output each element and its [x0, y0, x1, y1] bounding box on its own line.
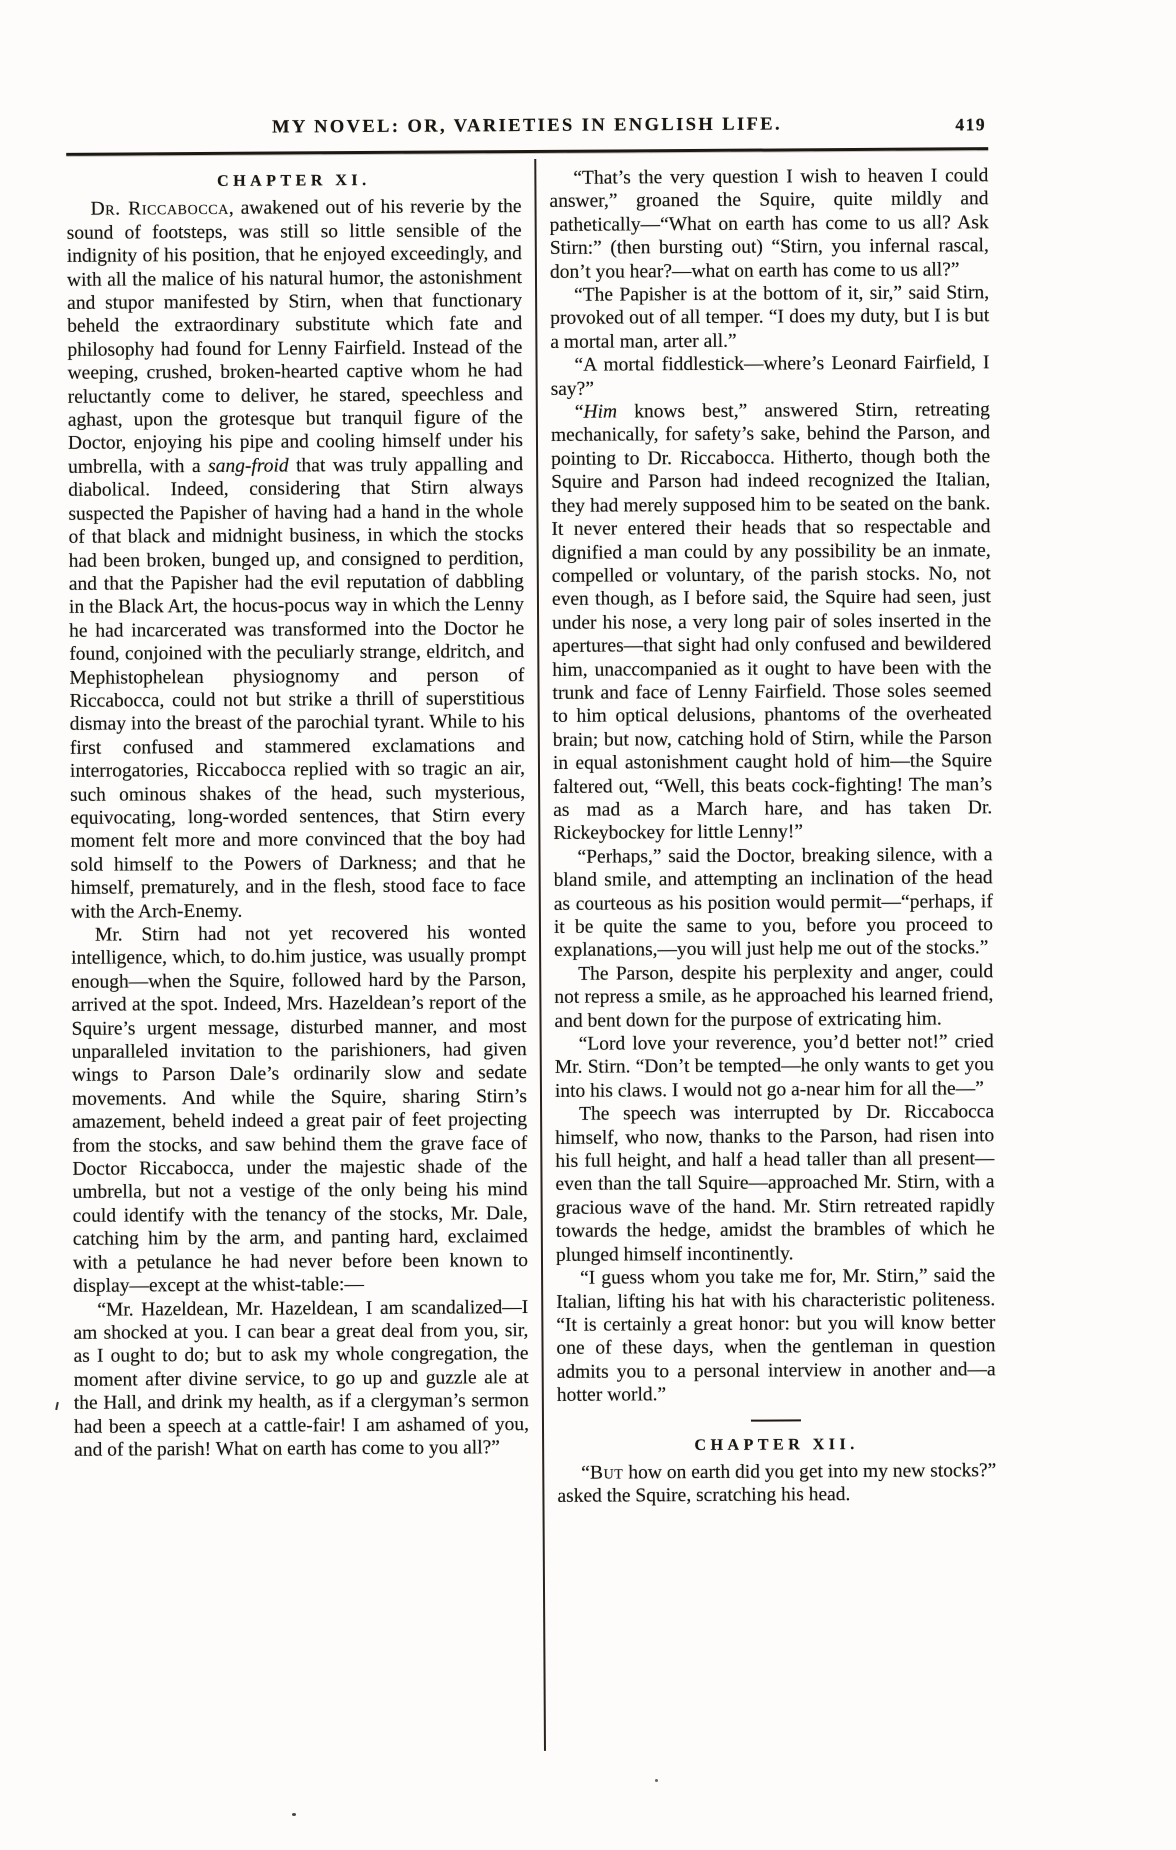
scan-dust-speck: [292, 1813, 296, 1816]
text-run: The speech was interrupted by Dr. Riccabocca himself, who now, thanks to the Parson, had risen into his full height, and half a head taller than all present—even than the tall Squire—approached Mr. Stirn, with a gracious wave of the hand. Mr. Stirn retreated rapidly towards the hedge, amidst the brambles of which he plunged himself incontinently.: [555, 1101, 995, 1266]
left-column-text: [66, 195, 529, 1462]
italic-run: Him: [583, 401, 618, 423]
text-run: The Parson, despite his perplexity and anger, could not repress a smile, as he approached his learned friend, and bent down for the purpose of extricating him.: [554, 960, 994, 1032]
section-break-rule: [751, 1419, 801, 1421]
chapter-xii-text: [557, 1459, 996, 1508]
page-number: 419: [955, 114, 987, 135]
italic-run: sang-froid: [208, 455, 289, 477]
paragraph: [554, 960, 993, 1033]
paragraph: [550, 281, 989, 354]
header-rule: [66, 147, 988, 156]
paragraph: [66, 195, 525, 923]
right-column-text: [549, 164, 996, 1407]
running-title: MY NOVEL: OR, VARIETIES IN ENGLISH LIFE.: [272, 114, 783, 138]
chapter-heading-xi: CHAPTER XI.: [217, 171, 371, 190]
chapter-heading-xii: CHAPTER XII.: [694, 1435, 859, 1454]
paragraph: [555, 1030, 994, 1103]
paragraph: [73, 1296, 529, 1463]
text-run: , awakened out of his reverie by the sound of footsteps, was still so little sensible of the indignity of his position, that he enjoyed exceedingly, and with all the malice of his natural humor, the astonishment and stupor manifested by Stirn, when that functionary beheld the extraordinary substitute which fate and philosophy had found for Lenny Fairfield. Instead of the weeping, crushed, broken-hearted captive whom he had reluctantly come to deliver, he stared, speechless and aghast, upon the grotesque but tranquil figure of the Doctor, enjoying his pipe and cooling himself under his umbrella, with a: [66, 196, 524, 478]
text-run: “A mortal fiddlestick—where’s Leonard Fairfield, I say?”: [550, 352, 990, 400]
text-run: knows best,” answered Stirn, retreating mechanically, for safety’s sake, behind the Parson, and pointing to Dr. Riccabocca. Hitherto, though both the Squire and Parson had indeed recognized the Italian, they had merely supposed him to be seated on the bank. It never entered their heads that so respectable and dignified a man could by any possibility be an inmate, compelled or voluntary, of the parish stocks. No, not even though, as I before said, the Squire had seen, just under his nose, a very long pair of soles inserted in the apertures—that sight had only confused and bewildered him, unaccompanied as it ought to have been with the trunk and face of Lenny Fairfield. Those soles seemed to him optical delusions, phantoms of the overheated brain; but now, catching hold of Stirn, while the Parson in equal astonishment caught hold of him—the Squire faltered out, “Well, this beats cock-fighting! The man’s as mad as a March hare, and has taken Dr. Rickeybockey for little Lenny!”: [550, 399, 993, 845]
text-run: “: [581, 1462, 590, 1484]
paragraph: [551, 398, 993, 845]
text-run: “The Papisher is at the bottom of it, sir,” said Stirn, provoked out of all temper. “I does my duty, but I is but a mortal man, arter all.”: [550, 282, 990, 353]
paragraph: [549, 164, 989, 284]
text-run: that was truly appalling and diabolical. Indeed, considering that Stirn always suspected the Papisher of having had a hand in the whole of that black and midnight business, in which the stocks had been broken, bunged up, and consigned to perdition, and that the Papisher had the evil reputation of dabbling in the Black Art, the hocus-pocus way in which the Lenny he had incarcerated was transformed into the Doctor he found, conjoined with the peculiarly strange, eldritch, and Mephistophelean physiognomy and person of Riccabocca, could not but strike a thrill of superstitious dismay into the breast of the parochial tyrant. While to his first confused and stammered exclamations and interrogatories, Riccabocca replied with so tragic an air, such ominous shakes of the head, such mysterious, equivocating, long-worded sentences, that Stirn every moment felt more and more convinced that the boy had sold himself to the Powers of Darkness; and that he himself, prematurely, and in the flesh, stood face to face with the Arch-Enemy.: [68, 453, 526, 923]
smallcaps-run: But: [589, 1462, 624, 1484]
text-run: “: [574, 401, 584, 423]
text-run: “That’s the very question I wish to heaven I could answer,” groaned the Squire, quite mildly and pathetically—“What on earth has come to us all? Ask Stirn:” (then bursting out) “Stirn, you infernal rascal, don’t you hear?—what on earth has come to us all?”: [549, 165, 989, 283]
page-content: [66, 113, 996, 1511]
text-run: “Mr. Hazeldean, Mr. Hazeldean, I am scandalized—I am shocked at you. I can bear a great deal from you, sir, as I ought to do; but to ask my whole congregation, the moment after divine service, to go up and guzzle ale at the Hall, and drink my health, as if a clergyman’s sermon had been a speech at a cattle-fair! I am ashamed of you, and of the parish! What on earth has come to you all?”: [73, 1296, 530, 1461]
column-divider-rule: [534, 159, 546, 1751]
text-run: “Lord love your reverence, you’d better not!” cried Mr. Stirn. “Don’t be tempted—he only wants to get you into his claws. I would not go a-near him for all the—”: [554, 1031, 994, 1102]
paragraph: [553, 843, 993, 963]
paragraph: [555, 1100, 995, 1267]
paragraph: [550, 351, 989, 400]
text-run: how on earth did you get into my new stocks?” asked the Squire, scratching his head.: [557, 1460, 997, 1508]
smallcaps-run: Dr. Riccabocca: [90, 198, 229, 221]
text-columns: [66, 164, 996, 1511]
paragraph: [557, 1459, 996, 1508]
scan-margin-mark: [55, 1402, 59, 1410]
text-run: “I guess whom you take me for, Mr. Stirn,” said the Italian, lifting his hat with his characteristic politeness. “It is certainly a great honor: but you will know better one of these days, when the gentleman in question admits you to a personal interview in another and—a hotter world.”: [556, 1265, 996, 1406]
column-right: [549, 164, 996, 1508]
text-run: Mr. Stirn had not yet recovered his wonted intelligence, which, to do.him justice, was usually prompt enough—when the Squire, followed hard by the Parson, arrived at the spot. Indeed, Mrs. Hazeldean’s report of the Squire’s urgent message, disturbed manner, and most unparalleled invitation to the parishioners, had given wings to Parson Dale’s ordinarily slow and sedate movements. And while the Squire, sharing Stirn’s amazement, beheld indeed a great pair of feet projecting from the stocks, and saw behind them the grave face of Doctor Riccabocca, under the majestic shade of the umbrella, but not a vestige of the only being his mind could identify with the tenancy of the stocks, Mr. Dale, catching him by the arm, and panting hard, exclaimed with a petulance he had never before been known to display—except at the whist-table:—: [71, 922, 529, 1297]
text-run: “Perhaps,” said the Doctor, breaking silence, with a bland smile, and attempting an inclination of the head as courteous as his position would permit—“perhaps, if it be quite the same to you, before you proceed to explanations,—you will just help me out of the stocks.”: [553, 843, 994, 962]
column-left: [66, 167, 529, 1462]
running-header: [66, 113, 988, 147]
paragraph: [556, 1264, 996, 1407]
scan-dust-speck: [655, 1779, 658, 1782]
paragraph: [71, 921, 528, 1298]
